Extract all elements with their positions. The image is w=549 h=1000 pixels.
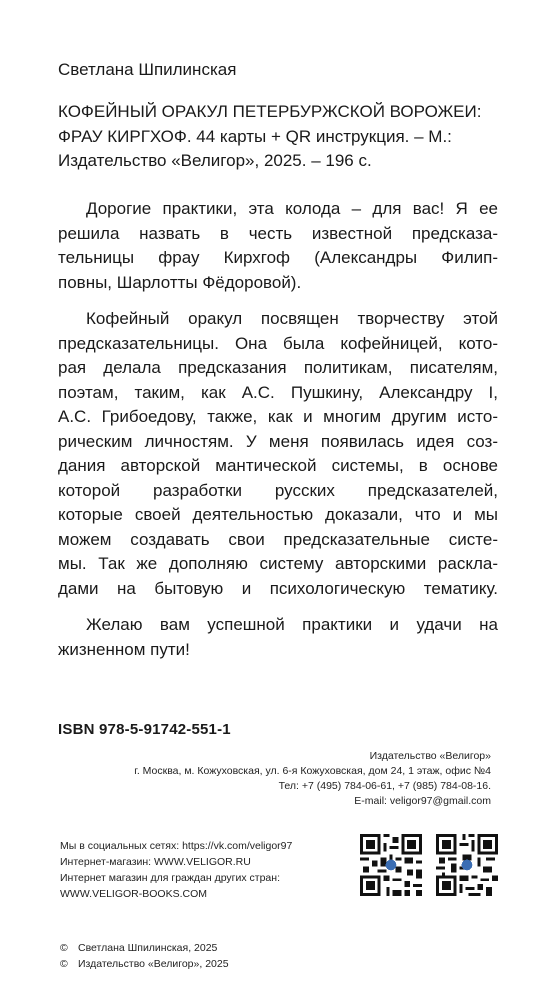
text-line: тельницы фрау Кирхгоф (Александры Филип-	[58, 248, 498, 267]
copyright-line	[60, 940, 229, 956]
text-line: рая делала предсказания политикам, писателям,	[58, 358, 498, 377]
text-line: можем создавать свои предсказательные систе-	[58, 529, 498, 549]
publisher-name: Издательство «Велигор»	[369, 750, 491, 762]
text-line: Кофейный оракул посвящен творчеству этой	[86, 309, 498, 328]
text-line: дами на бытовую и психологическую тематику.	[58, 578, 498, 598]
text-line: Дорогие практики, эта колода – для вас! Я ее	[86, 199, 498, 218]
biblio-line: КОФЕЙНЫЙ ОРАКУЛ ПЕТЕРБУРЖСКОЙ ВОРОЖЕИ:	[58, 102, 482, 121]
text-line: поэтам, таким, как А.С. Пушкину, Александру I,	[58, 382, 498, 402]
foreign-shop-link[interactable]: WWW.VELIGOR-BOOKS.COM	[60, 888, 208, 900]
shop-link[interactable]: Интернет-магазин: WWW.VELIGOR.RU	[60, 856, 251, 868]
social-links	[60, 838, 292, 902]
qr-code-icon	[436, 834, 498, 896]
publisher-address: г. Москва, м. Кожуховская, ул. 6-я Кожуховская, дом 24, 1 этаж, офис №4	[134, 765, 491, 777]
text-line: Желаю вам успешной практики и удачи на	[86, 615, 498, 634]
publisher-info	[100, 749, 491, 809]
copyright-sign: ©	[60, 942, 68, 954]
text-line: дания авторской мантической системы, в основе	[58, 456, 498, 475]
social-vk-link[interactable]: Мы в социальных сетях: https://vk.com/veligor97	[60, 840, 293, 852]
qr-code-icon	[360, 834, 422, 896]
paragraph-3	[58, 613, 498, 662]
text-line: которые своей деятельностью доказали, что и мы	[58, 505, 498, 524]
paragraph-2	[58, 307, 498, 601]
copyright-author: Светлана Шпилинская, 2025	[78, 942, 218, 954]
text-line: мы. Так же дополняю систему авторскими раскла-	[58, 554, 498, 573]
text-line: повны, Шарлотты Фёдоровой).	[58, 272, 302, 292]
foreign-shop-label: Интернет магазин для граждан других стран:	[60, 872, 280, 884]
copyright-sign: ©	[60, 958, 68, 970]
bibliographic-record	[58, 100, 498, 174]
copyright-publisher: Издательство «Велигор», 2025	[78, 958, 229, 970]
biblio-line: ФРАУ КИРГХОФ. 44 карты + QR инструкция. – М.:	[58, 126, 452, 146]
text-line: предсказательницы. Она была кофейницей, кото-	[58, 333, 498, 353]
text-line: рическим личностям. У меня появилась идея соз-	[58, 431, 498, 451]
text-line: жизненном пути!	[58, 639, 190, 659]
paragraph-1	[58, 197, 498, 295]
isbn-number: ISBN 978-5-91742-551-1	[58, 721, 231, 738]
annotation-text	[58, 197, 498, 674]
text-line: которой разработки русских предсказателей,	[58, 480, 498, 500]
author-name: Светлана Шпилинская	[58, 60, 237, 79]
publisher-phone: Тел: +7 (495) 784-06-61, +7 (985) 784-08-16.	[278, 780, 491, 792]
biblio-line: Издательство «Велигор», 2025. – 196 с.	[58, 151, 372, 170]
text-line: решила назвать в честь известной предсказа-	[58, 223, 498, 243]
text-line: А.С. Грибоедову, также, как и многим другим исто-	[58, 407, 498, 426]
copyright-line	[60, 956, 229, 972]
copyright-block	[60, 940, 229, 972]
publisher-email: E-mail: veligor97@gmail.com	[354, 795, 491, 807]
